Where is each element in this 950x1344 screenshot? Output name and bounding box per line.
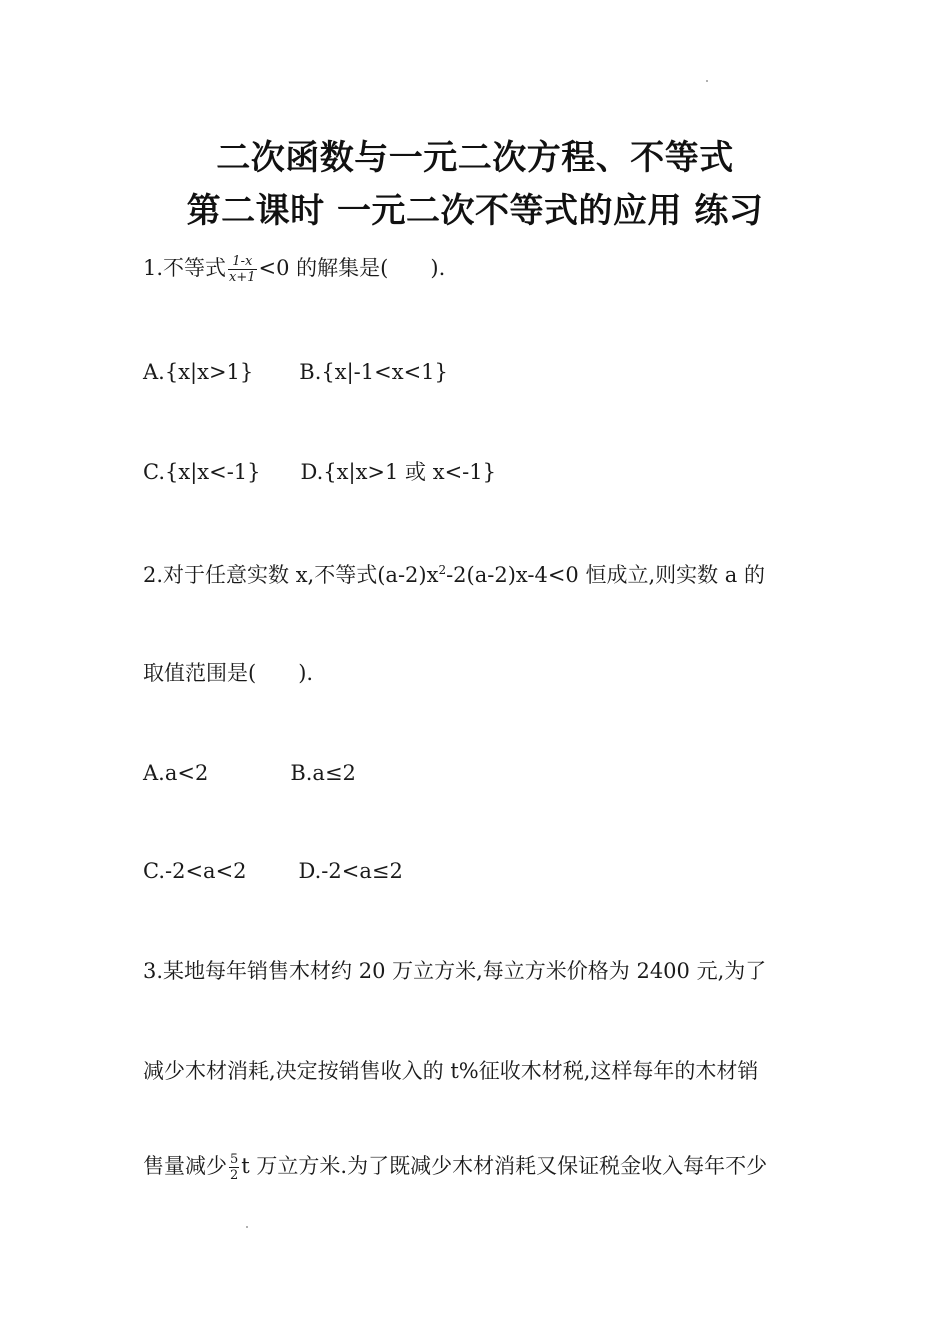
question-1-options-row-2: [143, 458, 496, 486]
fraction-denominator: 2: [230, 1168, 239, 1183]
question-3-stem-line-1: 3.某地每年销售木材约 20 万立方米,每立方米价格为 2400 元,为了: [143, 959, 767, 983]
question-2-stem-line-2: 取值范围是( ).: [143, 661, 314, 685]
question-3-fraction: [229, 1152, 239, 1183]
question-2-part-2: -2(a-2)x-4<0 恒成立,则实数 a 的: [446, 563, 766, 587]
document-title-line-2: 第二课时 一元二次不等式的应用 练习: [186, 191, 764, 231]
question-1-option-a: A.{x|x>1}: [143, 360, 254, 384]
question-3-line-3-suffix: t 万立方米.为了既减少木材消耗又保证税金收入每年不少: [241, 1154, 768, 1178]
fraction-denominator: x+1: [229, 270, 256, 285]
question-1-prefix: 1.不等式: [143, 256, 227, 280]
question-1-option-d: D.{x|x>1 或 x<-1}: [300, 460, 496, 484]
question-2-option-c: C.-2<a<2: [143, 859, 247, 883]
question-2-option-b: B.a≤2: [290, 761, 356, 785]
question-1-fraction: [228, 254, 257, 285]
question-1-suffix: <0 的解集是( ).: [258, 256, 446, 280]
question-2-part-1: 2.对于任意实数 x,不等式(a-2)x: [143, 563, 439, 587]
question-3-stem-line-2: 减少木材消耗,决定按销售收入的 t%征收木材税,这样每年的木材销: [143, 1059, 759, 1083]
question-1-option-b: B.{x|-1<x<1}: [299, 360, 448, 384]
question-2-option-a: A.a<2: [143, 761, 209, 785]
question-2-stem-line-1: [143, 561, 765, 589]
scan-speck: [706, 80, 708, 82]
question-3-line-3-prefix: 售量减少: [143, 1154, 227, 1178]
fraction-numerator: 5: [230, 1152, 239, 1167]
question-1-stem: [143, 254, 445, 285]
question-2-options-row-1: [143, 759, 356, 787]
scan-speck: [246, 1226, 248, 1228]
document-title-line-1: 二次函数与一元二次方程、不等式: [216, 138, 734, 178]
question-2-options-row-2: [143, 857, 403, 885]
fraction-numerator: 1-x: [228, 254, 257, 270]
question-3-stem-line-3: [143, 1152, 767, 1183]
exponent: 2: [438, 563, 447, 577]
question-1-option-c: C.{x|x<-1}: [143, 460, 261, 484]
question-1-options-row-1: [143, 358, 448, 386]
question-2-option-d: D.-2<a≤2: [298, 859, 403, 883]
